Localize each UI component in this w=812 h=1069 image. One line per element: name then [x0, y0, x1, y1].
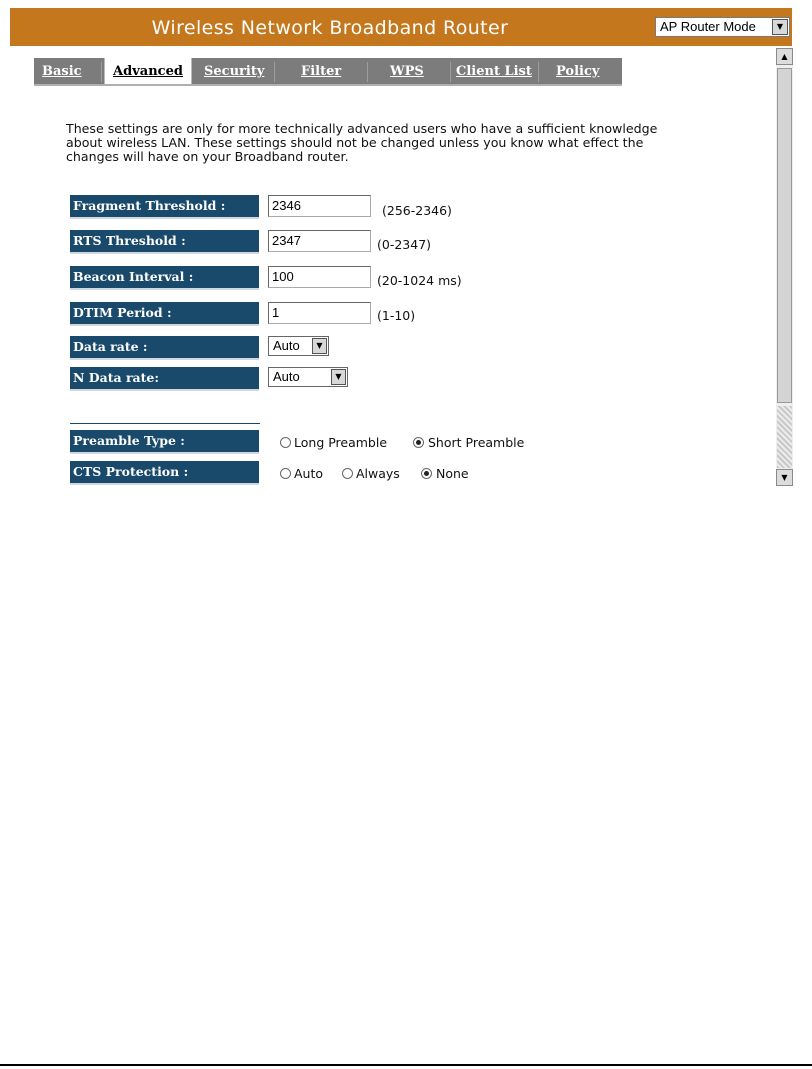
beacon-interval-input[interactable]: 100 [268, 266, 371, 288]
rts-threshold-input[interactable]: 2347 [268, 230, 371, 252]
scrollbar-thumb[interactable] [777, 68, 792, 403]
long-preamble-label: Long Preamble [294, 435, 388, 450]
long-preamble-radio[interactable] [280, 437, 291, 448]
cts-auto-label: Auto [294, 466, 324, 481]
cts-protection-label: CTS Protection : [70, 461, 259, 485]
page-bottom-rule [0, 1064, 812, 1066]
data-rate-label: Data rate : [70, 336, 259, 360]
fragment-threshold-input[interactable]: 2346 [268, 195, 371, 217]
header-bar [10, 8, 792, 46]
section-divider [70, 423, 260, 424]
intro-line: about wireless LAN. These settings should not be changed unless you know what effect the [66, 135, 644, 150]
tab-filter[interactable]: Filter [301, 64, 342, 79]
tab-separator [101, 62, 102, 82]
chevron-down-icon[interactable]: ▼ [772, 19, 788, 35]
tab-separator [367, 62, 368, 82]
tab-basic[interactable]: Basic [42, 64, 82, 79]
n-data-rate-label: N Data rate: [70, 367, 259, 391]
fragment-threshold-label: Fragment Threshold : [70, 195, 259, 219]
short-preamble-label: Short Preamble [428, 435, 525, 450]
vertical-scrollbar[interactable] [776, 48, 793, 486]
rts-threshold-range: (0-2347) [377, 237, 432, 252]
cts-always-radio[interactable] [342, 468, 353, 479]
tab-separator [538, 62, 539, 82]
n-data-rate-select[interactable] [268, 367, 348, 387]
cts-none-label: None [436, 466, 469, 481]
short-preamble-radio[interactable] [413, 437, 424, 448]
dtim-period-label: DTIM Period : [70, 302, 259, 326]
tab-security[interactable]: Security [204, 64, 265, 79]
mode-select-value: AP Router Mode [660, 19, 756, 34]
mode-select[interactable] [655, 17, 790, 37]
tab-separator [450, 62, 451, 82]
intro-line: These settings are only for more technically advanced users who have a sufficient knowledge [66, 121, 658, 136]
dtim-period-input[interactable]: 1 [268, 302, 371, 324]
tab-client-list[interactable]: Client List [456, 64, 532, 79]
rts-threshold-label: RTS Threshold : [70, 230, 259, 254]
intro-text [66, 122, 746, 164]
tab-advanced[interactable]: Advanced [104, 58, 192, 84]
data-rate-select[interactable] [268, 336, 329, 356]
chevron-down-icon[interactable]: ▼ [331, 369, 346, 385]
tab-policy[interactable]: Policy [556, 64, 600, 79]
scrollbar-track[interactable] [777, 406, 792, 468]
cts-auto-radio[interactable] [280, 468, 291, 479]
chevron-down-icon[interactable]: ▼ [312, 338, 327, 354]
page-title: Wireless Network Broadband Router [151, 17, 509, 39]
tab-wps[interactable]: WPS [390, 64, 424, 79]
data-rate-value: Auto [273, 338, 300, 353]
cts-none-radio[interactable] [421, 468, 432, 479]
tab-separator [274, 62, 275, 82]
beacon-interval-label: Beacon Interval : [70, 266, 259, 290]
tab-bar [34, 58, 622, 86]
cts-always-label: Always [356, 466, 400, 481]
arrow-up-icon[interactable]: ▲ [776, 48, 793, 65]
fragment-threshold-range: (256-2346) [382, 203, 452, 218]
preamble-type-label: Preamble Type : [70, 430, 259, 454]
intro-line: changes will have on your Broadband router. [66, 149, 349, 164]
n-data-rate-value: Auto [273, 369, 300, 384]
dtim-period-range: (1-10) [377, 308, 416, 323]
beacon-interval-range: (20-1024 ms) [377, 273, 462, 288]
arrow-down-icon[interactable]: ▼ [776, 469, 793, 486]
